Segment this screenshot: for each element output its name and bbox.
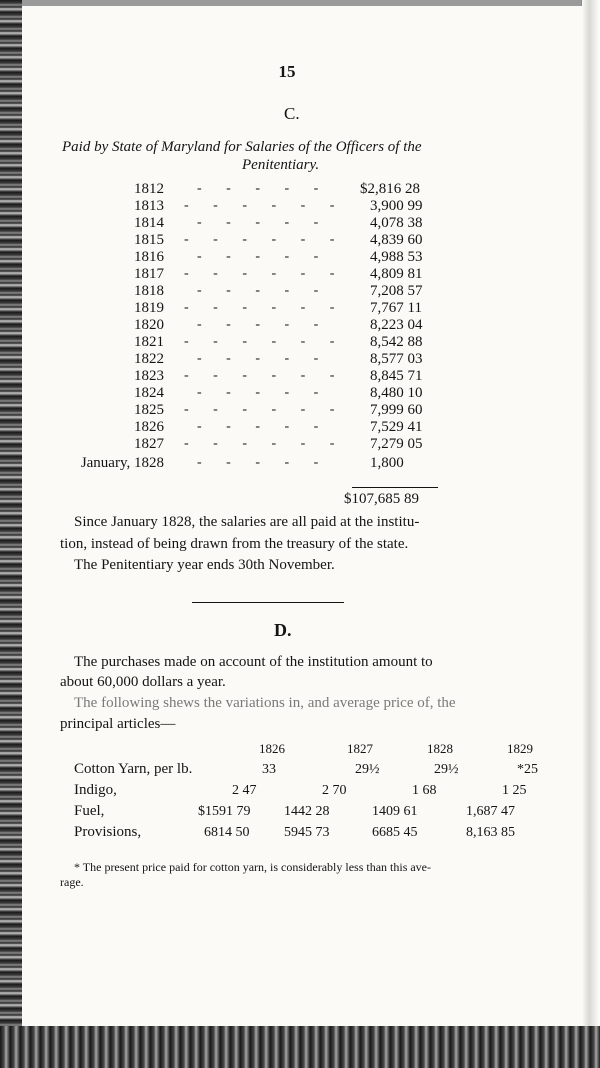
purchases-line1: The purchases made on account of the institution amount to: [74, 654, 433, 670]
salary-amount: 8,542 88: [370, 334, 423, 350]
salary-year: 1817: [134, 266, 164, 282]
salary-year: 1812: [134, 181, 164, 197]
salary-year: 1814: [134, 215, 164, 231]
table-cell: 8,163 85: [466, 825, 515, 840]
table-cell: 1442 28: [284, 804, 330, 819]
column-header: 1826: [259, 741, 285, 756]
row-label: Indigo,: [74, 782, 117, 798]
salaries-note-line1: Since January 1828, the salaries are all paid at the institu-: [74, 514, 420, 530]
salary-amount: 7,208 57: [370, 283, 423, 299]
leader-dots: - - - - - -: [184, 266, 335, 281]
variations-line2: principal articles—: [60, 716, 176, 732]
salary-year: 1827: [134, 436, 164, 452]
salary-amount: 7,999 60: [370, 402, 423, 418]
row-label: Provisions,: [74, 824, 142, 840]
salary-year: 1820: [134, 317, 164, 333]
column-header: 1827: [347, 741, 373, 756]
scan-bottom-edge: [0, 1026, 600, 1068]
table-cell: 29½: [434, 762, 459, 777]
salary-amount: 3,900 99: [370, 198, 423, 214]
document-page: [22, 6, 582, 1026]
leader-dots: - - - - -: [197, 181, 319, 196]
table-cell: $1591 79: [198, 804, 251, 819]
salary-year: 1815: [134, 232, 164, 248]
leader-dots: - - - - -: [197, 249, 319, 264]
purchases-line2: about 60,000 dollars a year.: [60, 674, 226, 690]
salary-year: January, 1828: [80, 455, 164, 471]
salary-amount: 4,839 60: [370, 232, 423, 248]
salary-year: 1825: [134, 402, 164, 418]
variations-line1: The following shews the variations in, and average price of, the: [74, 695, 456, 711]
salaries-title-line1: Paid by State of Maryland for Salaries of the Officers of the: [62, 139, 422, 155]
leader-dots: - - - - -: [197, 215, 319, 230]
table-cell: 1409 61: [372, 804, 418, 819]
salary-year: 1822: [134, 351, 164, 367]
table-cell: 1,687 47: [466, 804, 515, 819]
footnote-line1: * The present price paid for cotton yarn, is considerably less than this ave-: [74, 860, 432, 874]
leader-dots: - - - - - -: [184, 436, 335, 451]
salary-total: $107,685 89: [344, 491, 419, 507]
total-rule: [352, 487, 438, 488]
salary-amount: 7,529 41: [370, 419, 423, 435]
salary-year: 1823: [134, 368, 164, 384]
table-cell: 1 25: [502, 783, 527, 798]
leader-dots: - - - - -: [197, 419, 319, 434]
salary-amount: $2,816 28: [360, 181, 420, 197]
penitentiary-year-note: The Penitentiary year ends 30th November.: [74, 557, 335, 573]
table-cell: 29½: [355, 762, 380, 777]
footnote-line2: rage.: [60, 875, 84, 889]
leader-dots: - - - - -: [197, 317, 319, 332]
salary-amount: 8,223 04: [370, 317, 423, 333]
leader-dots: - - - - - -: [184, 334, 335, 349]
table-cell: 5945 73: [284, 825, 330, 840]
row-label: Fuel,: [74, 803, 105, 819]
salary-amount: 7,767 11: [370, 300, 422, 316]
leader-dots: - - - - -: [197, 385, 319, 400]
leader-dots: - - - - - -: [184, 198, 335, 213]
leader-dots: - - - - -: [197, 351, 319, 366]
salaries-title-line2: Penitentiary.: [242, 157, 320, 173]
leader-dots: - - - - - -: [184, 300, 335, 315]
salary-year: 1813: [134, 198, 164, 214]
section-d-heading: D.: [274, 620, 292, 640]
salary-amount: 4,078 38: [370, 215, 423, 231]
salary-year: 1826: [134, 419, 164, 435]
salary-year: 1818: [134, 283, 164, 299]
leader-dots: - - - - - -: [184, 402, 335, 417]
table-cell: 6814 50: [204, 825, 250, 840]
leader-dots: - - - - -: [197, 455, 319, 470]
salary-year: 1821: [134, 334, 164, 350]
table-cell: 2 47: [232, 783, 257, 798]
table-cell: 2 70: [322, 783, 347, 798]
page-number: 15: [278, 62, 296, 81]
salary-year: 1816: [134, 249, 164, 265]
table-cell: *25: [517, 762, 538, 777]
salary-amount: 4,809 81: [370, 266, 423, 282]
salary-year: 1824: [134, 385, 164, 401]
column-header: 1829: [507, 741, 533, 756]
salary-amount: 1,800: [370, 455, 404, 471]
section-c-heading: C.: [284, 104, 300, 123]
section-divider: [192, 602, 344, 603]
scan-right-edge: [581, 0, 600, 1068]
table-cell: 1 68: [412, 783, 437, 798]
salary-amount: 4,988 53: [370, 249, 423, 265]
scan-left-edge: [0, 0, 22, 1068]
leader-dots: - - - - - -: [184, 232, 335, 247]
salaries-note-line2: tion, instead of being drawn from the treasury of the state.: [60, 536, 409, 552]
leader-dots: - - - - - -: [184, 368, 335, 383]
column-header: 1828: [427, 741, 453, 756]
table-cell: 33: [262, 762, 276, 777]
table-cell: 6685 45: [372, 825, 418, 840]
leader-dots: - - - - -: [197, 283, 319, 298]
salary-amount: 8,577 03: [370, 351, 423, 367]
salary-amount: 8,845 71: [370, 368, 423, 384]
row-label: Cotton Yarn, per lb.: [74, 761, 193, 777]
salary-year: 1819: [134, 300, 164, 316]
salary-amount: 8,480 10: [370, 385, 423, 401]
salary-amount: 7,279 05: [370, 436, 423, 452]
